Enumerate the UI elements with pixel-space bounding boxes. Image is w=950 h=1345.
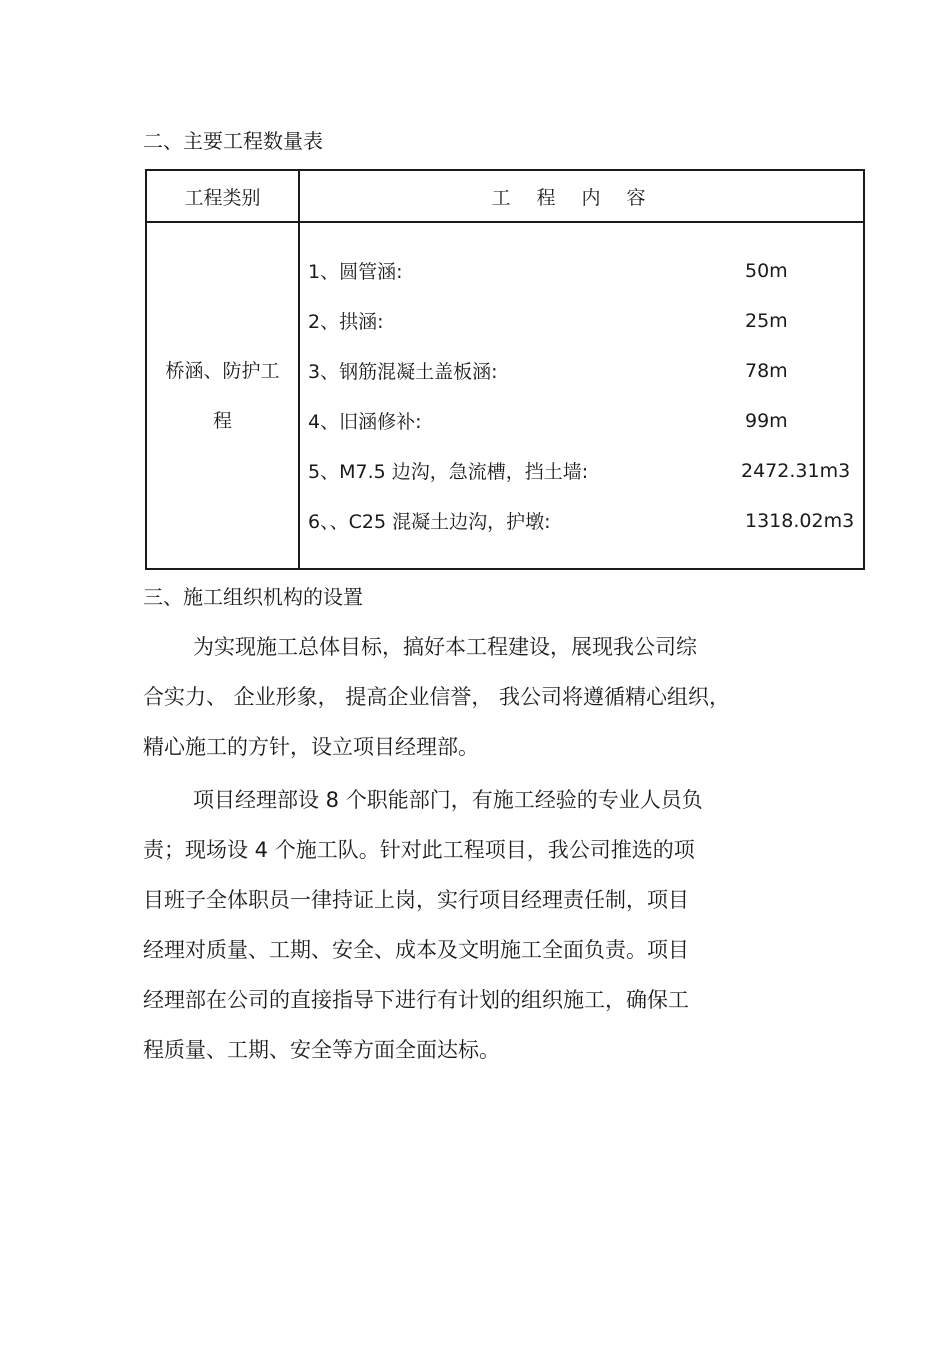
item-label: 4、旧涵修补: [308, 411, 422, 433]
item-label: 6、、C25 混凝土边沟，护墩: [308, 511, 551, 533]
section-heading-organization: 三、施工组织机构的设置 [143, 585, 363, 609]
list-item [300, 496, 863, 546]
header-content: 工程内容 [299, 170, 864, 222]
category-cell [146, 222, 299, 569]
paragraph-line: 目班子全体职员一律持证上岗，实行项目经理责任制，项目 [143, 888, 689, 912]
item-quantity: 25m [745, 309, 788, 332]
paragraph-line: 合实力、 企业形象， 提高企业信誉， 我公司将遵循精心组织， [143, 685, 731, 709]
paragraph-organization-intro [143, 622, 803, 772]
table-body-row [146, 222, 864, 569]
item-label: 1、圆管涵: [308, 261, 403, 283]
list-item [300, 296, 863, 346]
paragraph-line: 项目经理部设 8 个职能部门，有施工经验的专业人员负 [193, 788, 703, 812]
list-item [300, 346, 863, 396]
paragraph-line: 为实现施工总体目标，搞好本工程建设，展现我公司综 [193, 635, 697, 659]
item-quantity: 1318.02m3 [745, 509, 855, 532]
item-label: 3、钢筋混凝土盖板涵: [308, 361, 498, 383]
list-item [300, 396, 863, 446]
paragraph-line: 程质量、工期、安全等方面全面达标。 [143, 1038, 500, 1062]
paragraph-line: 精心施工的方针，设立项目经理部。 [143, 735, 479, 759]
paragraph-organization-detail [143, 775, 803, 1075]
section-heading-quantity-table: 二、主要工程数量表 [143, 129, 323, 153]
content-cell [299, 222, 864, 569]
item-quantity: 78m [745, 359, 788, 382]
category-line: 程 [212, 409, 232, 432]
header-category: 工程类别 [146, 170, 299, 222]
paragraph-line: 经理对质量、工期、安全、成本及文明施工全面负责。项目 [143, 938, 689, 962]
item-label: 2、拱涵: [308, 311, 384, 333]
list-item [300, 446, 863, 496]
list-item [300, 246, 863, 296]
table-header-row [146, 170, 864, 222]
item-label: 5、M7.5 边沟，急流槽，挡土墙: [308, 461, 589, 483]
category-line: 桥涵、防护工 [165, 359, 280, 382]
paragraph-line: 经理部在公司的直接指导下进行有计划的组织施工，确保工 [143, 988, 689, 1012]
item-quantity: 99m [745, 409, 788, 432]
item-quantity: 50m [745, 259, 788, 282]
paragraph-line: 责；现场设 4 个施工队。针对此工程项目，我公司推选的项 [143, 838, 695, 862]
quantity-table [145, 169, 865, 570]
item-quantity: 2472.31m3 [741, 459, 851, 482]
